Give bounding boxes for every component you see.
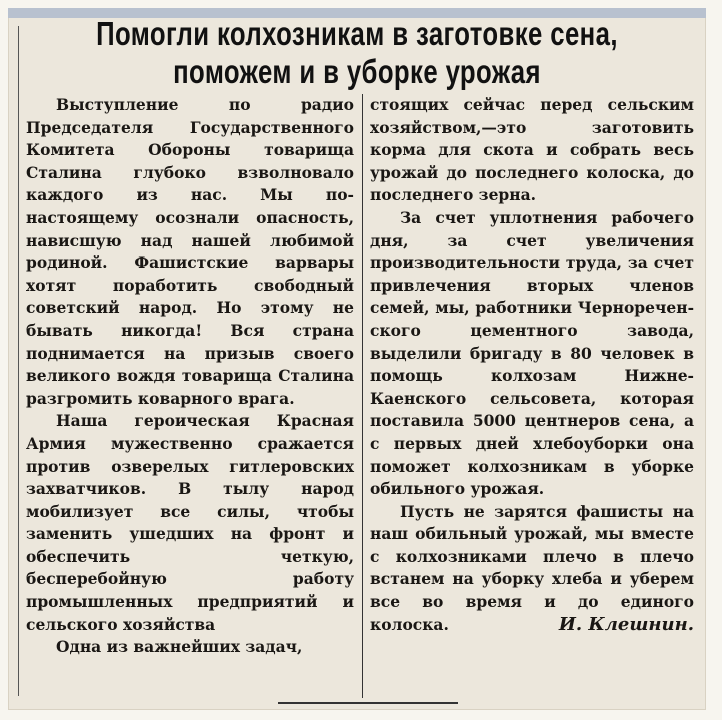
paragraph: Одна из важнейших задач, bbox=[56, 637, 303, 657]
paragraph: За счет уплотнения рабочего дня, за счет увеличения производительности труда, за счет привлечения вторых членов семей, мы, работники Чернореченского цементного завода, выделили бригаду в 80 человек в помощь колхозам Нижне-Каенского сельсовета, которая поставила 5000 центнеров сена, а с первых дней хлебоуборки она поможет колхозникам в уборке обильного урожая. bbox=[370, 207, 694, 499]
article-column-right bbox=[370, 94, 694, 637]
newspaper-clipping bbox=[8, 8, 706, 710]
paragraph-continuation: стоящих сейчас перед сельским хозяйством,—это заготовить корма для скота и собрать весь урожай до последнего колоска, до последнего зерна. bbox=[370, 95, 694, 205]
article-column-left bbox=[26, 94, 354, 659]
headline-line-2: поможем и в уборке урожая bbox=[173, 53, 541, 90]
headline-line-1: Помогли колхозникам в заготовке сена, bbox=[96, 15, 618, 52]
bottom-rule bbox=[278, 702, 458, 704]
left-margin-rule bbox=[18, 26, 19, 696]
paragraph: Пусть не зарятся фашисты на наш обильный урожай, мы вместе с колхозниками плечо в плечо встанем на уборку хлеба и уберем все во время и до единого колоска. bbox=[370, 501, 694, 634]
paragraph: Наша героическая Красная Армия мужественно сражается против озверелых гитлеровских захватчиков. В тылу народ мобилизует все силы, чтобы заменить ушедших на фронт и обеспечить четкую, бесперебойную работу промышленных предприятий и сельского хозяйства bbox=[26, 411, 354, 634]
author-signature: И. Клешнин. bbox=[558, 614, 694, 636]
column-divider bbox=[362, 94, 363, 698]
paragraph: Выступление по радио Председателя Государственного Комитета Обороны товарища Сталина глубоко взволновало каждого из нас. Мы по-настоящему осознали опасность, нависшую над нашей любимой родиной. Фашистские варвары хотят поработить свободный советский народ. Но этому не бывать никогда! Вся страна поднимается на призыв своего великого вождя товарища Сталина разгромить коварного врага. bbox=[26, 95, 354, 408]
